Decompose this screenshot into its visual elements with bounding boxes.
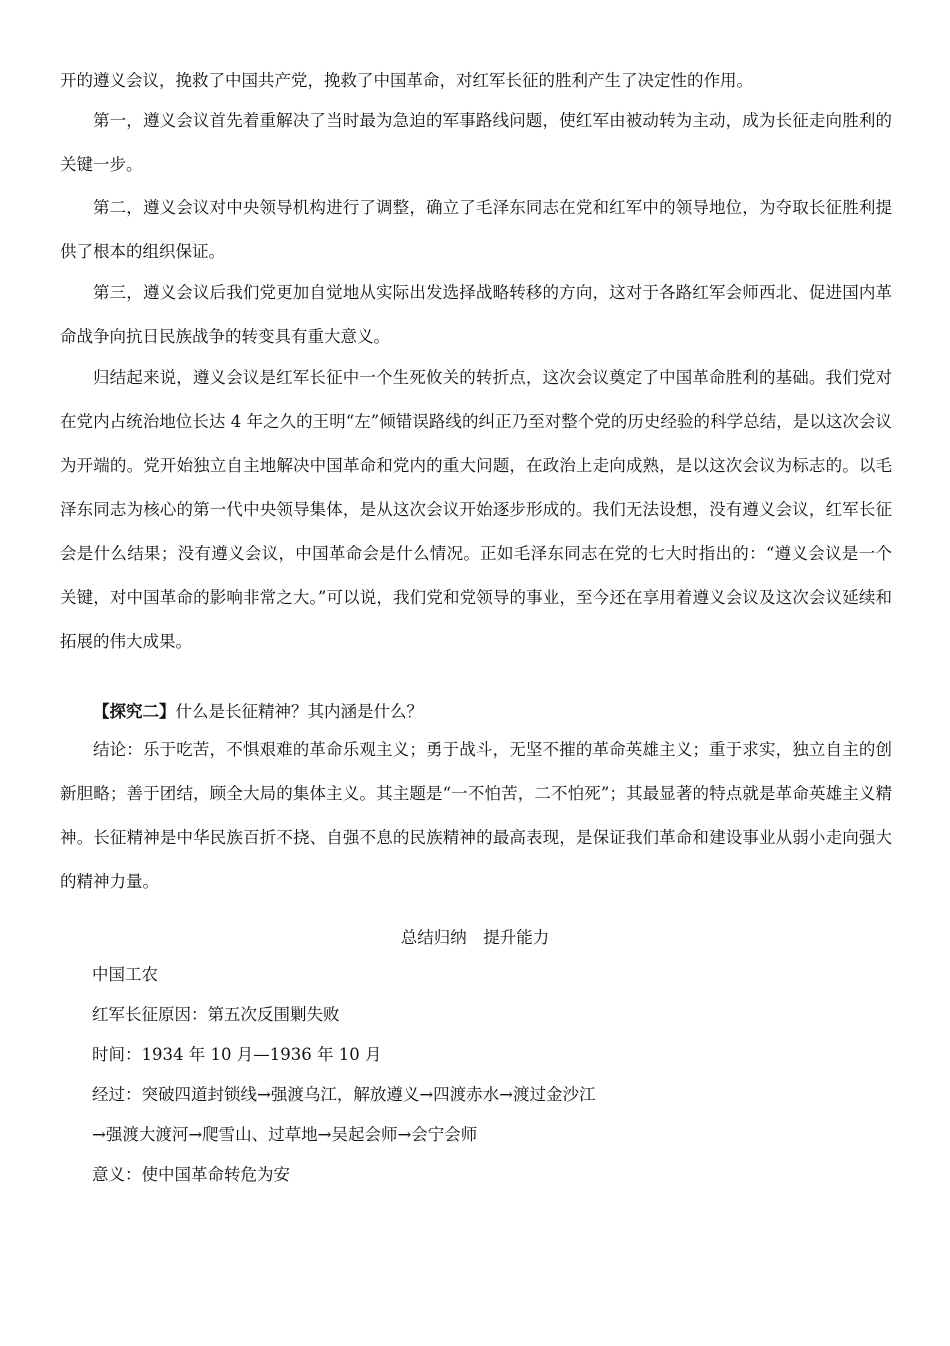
- summary-line: →强渡大渡河→爬雪山、过草地→吴起会师→会宁会师: [92, 1125, 478, 1144]
- summary-line: 意义：使中国革命转危为安: [92, 1165, 290, 1184]
- paragraph-second-point: 第二，遵义会议对中央领导机构进行了调整，确立了毛泽东同志在党和红军中的领导地位，为夺取长征胜利提供了根本的组织保证。: [60, 198, 892, 261]
- inquiry-conclusion: 结论：乐于吃苦，不惧艰难的革命乐观主义；勇于战斗，无坚不摧的革命英雄主义；重于求实，独立自主的创新胆略；善于团结，顾全大局的集体主义。其主题是“一不怕苦，二不怕死”；其最显著的特点就是革命英雄主义精神。长征精神是中华民族百折不挠、自强不息的民族精神的最高表现，是保证我们革命和建设事业从弱小走向强大的精神力量。: [60, 740, 892, 891]
- summary-line: 时间：1934 年 10 月—1936 年 10 月: [92, 1045, 382, 1064]
- summary-line: 红军长征原因：第五次反围剿失败: [92, 1005, 340, 1024]
- summary-line: 经过：突破四道封锁线→强渡乌江，解放遵义→四渡赤水→渡过金沙江: [92, 1085, 596, 1104]
- summary-line: 中国工农: [92, 965, 158, 984]
- inquiry-label: 【探究二】: [93, 702, 176, 721]
- summary-title: 总结归纳 提升能力: [400, 928, 550, 947]
- paragraph-conclusion: 归结起来说，遵义会议是红军长征中一个生死攸关的转折点，这次会议奠定了中国革命胜利的基础。我们党对在党内占统治地位长达 4 年之久的王明“左”倾错误路线的纠正乃至对整个党的历史经验的科学总结，是以这次会议为开端的。党开始独立自主地解决中国革命和党内的重大问题，在政治上走向成熟，是以这次会议为标志的。以毛泽东同志为核心的第一代中央领导集体，是从这次会议开始逐步形成的。我们无法设想，没有遵义会议，红军长征会是什么结果；没有遵义会议，中国革命会是什么情况。正如毛泽东同志在党的七大时指出的：“遵义会议是一个关键，对中国革命的影响非常之大。”可以说，我们党和党领导的事业，至今还在享用着遵义会议及这次会议延续和拓展的伟大成果。: [60, 368, 892, 651]
- paragraph-first-point: 第一，遵义会议首先着重解决了当时最为急迫的军事路线问题，使红军由被动转为主动，成为长征走向胜利的关键一步。: [60, 111, 892, 174]
- inquiry-question: 什么是长征精神？其内涵是什么？: [175, 702, 423, 721]
- inquiry-heading: [93, 697, 423, 727]
- paragraph-third-point: 第三，遵义会议后我们党更加自觉地从实际出发选择战略转移的方向，这对于各路红军会师西北、促进国内革命战争向抗日民族战争的转变具有重大意义。: [60, 283, 892, 346]
- paragraph-zunyi-intro: 开的遵义会议，挽救了中国共产党，挽救了中国革命，对红军长征的胜利产生了决定性的作用。: [60, 71, 753, 90]
